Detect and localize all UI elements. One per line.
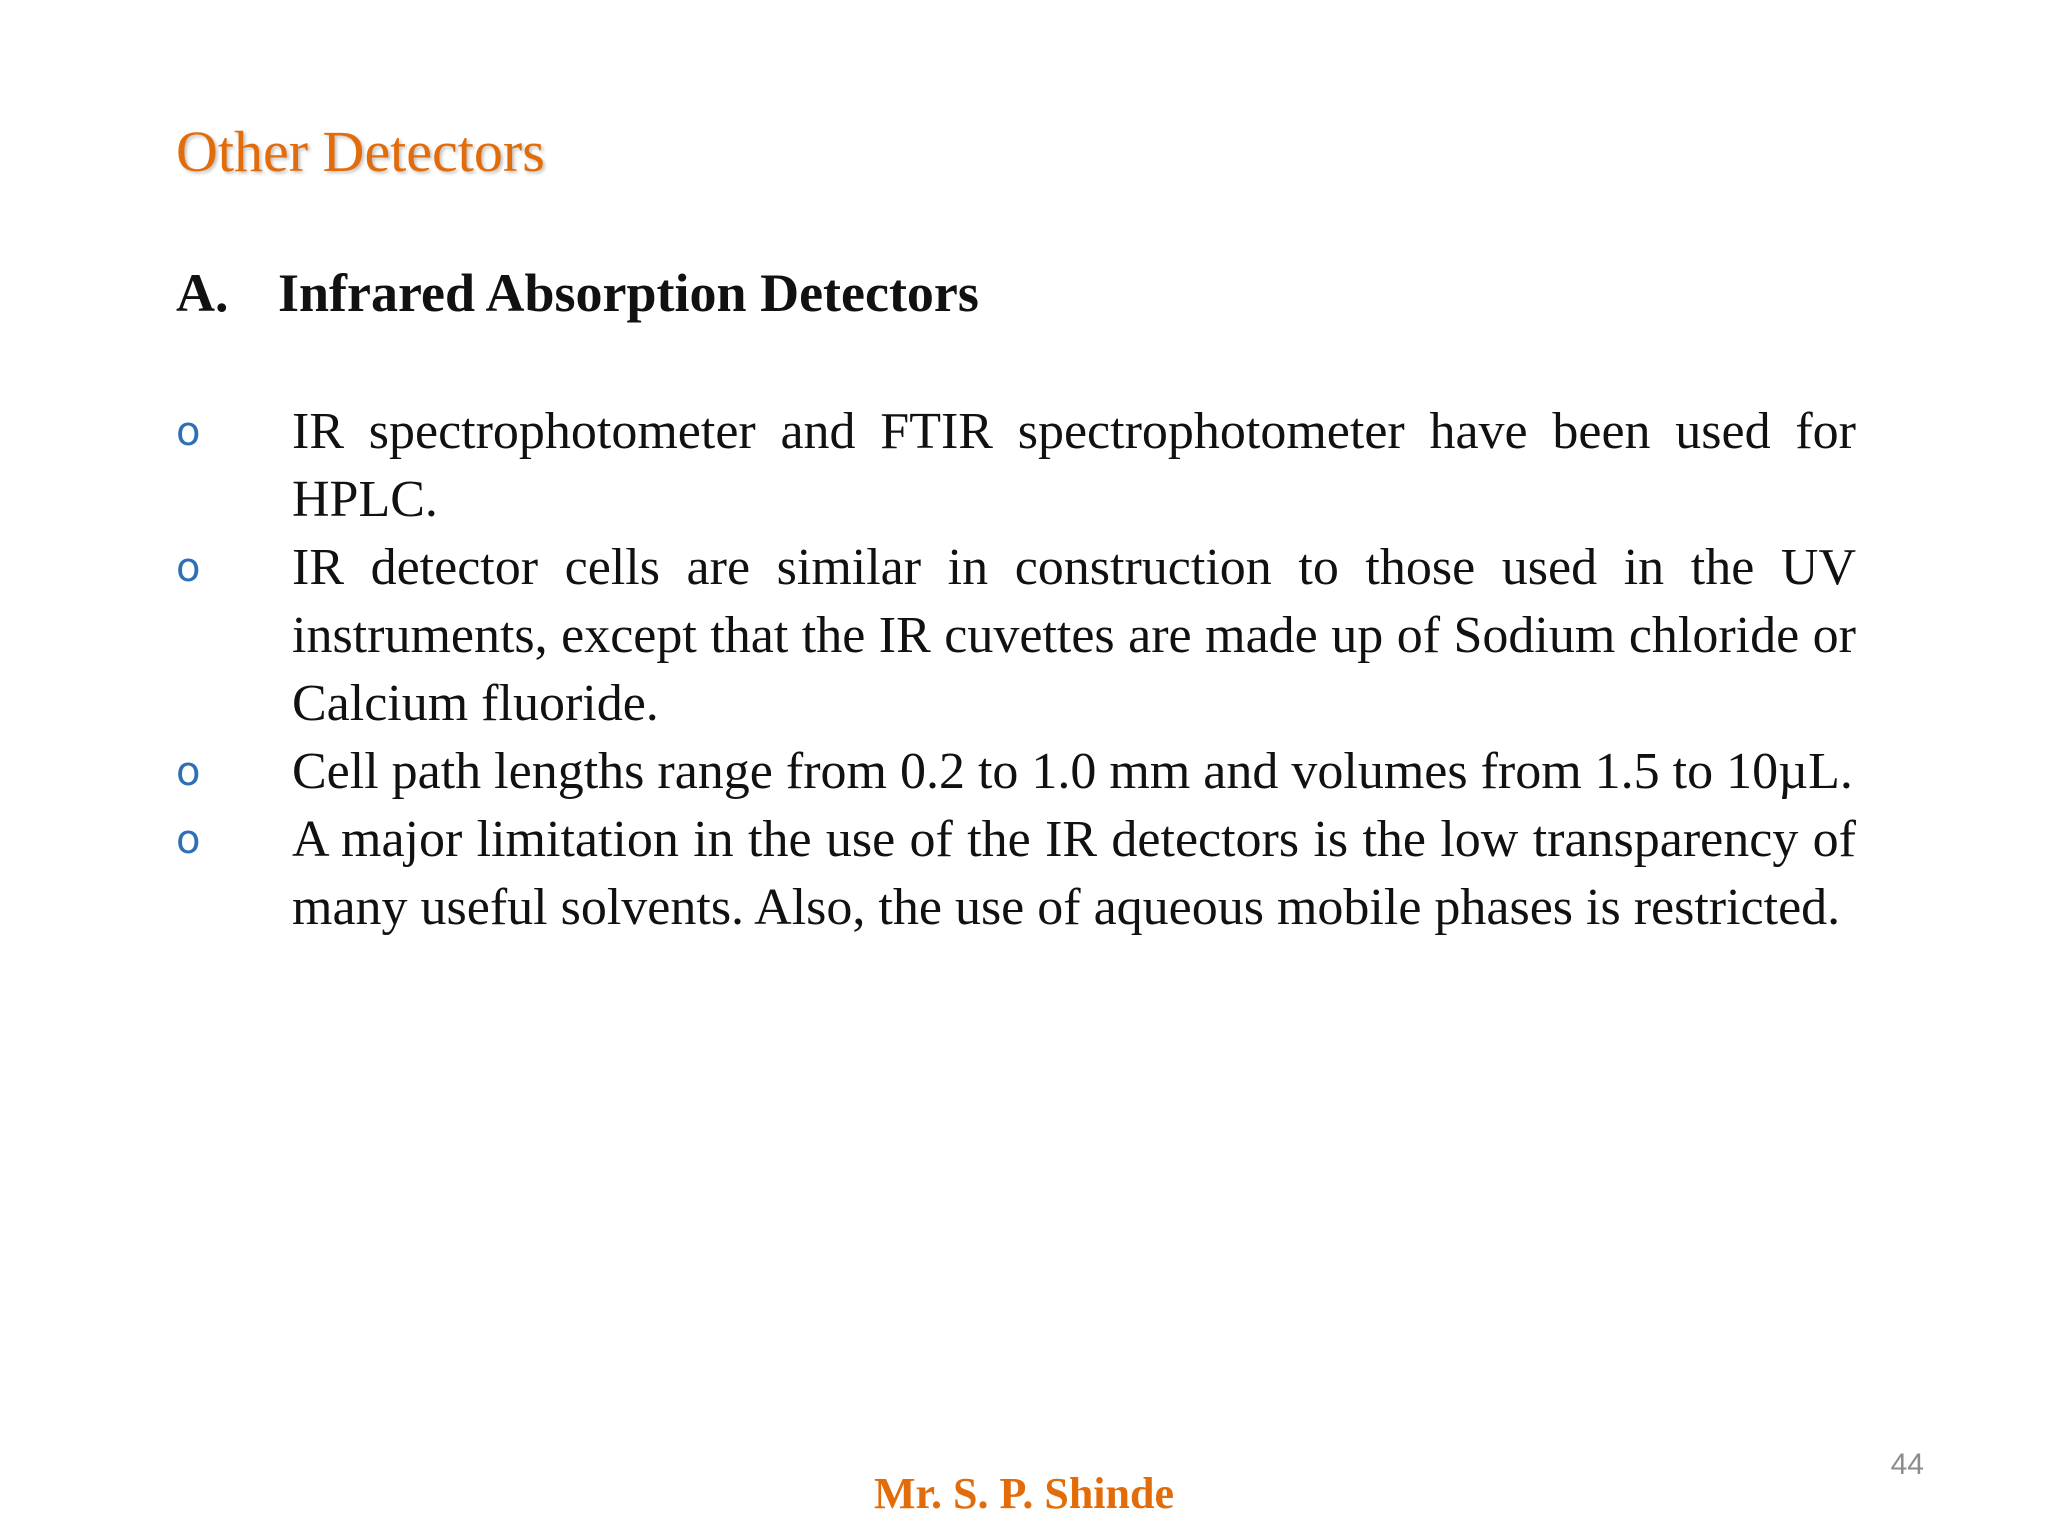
list-item [176,534,1856,738]
bullet-text: Cell path lengths range from 0.2 to 1.0 mm and volumes from 1.5 to 10µL. [292,743,1853,800]
circle-bullet-icon: o [176,817,201,863]
list-item [176,806,1856,942]
list-item [176,738,1856,806]
bullet-list [176,398,1856,942]
section-heading [176,262,979,324]
circle-bullet-icon: o [176,409,201,455]
bullet-text: IR spectrophotometer and FTIR spectrophotometer have been used for HPLC. [292,403,1856,528]
bullet-text: A major limitation in the use of the IR detectors is the low transparency of many useful solvents. Also, the use of aqueous mobile phases is restricted. [292,811,1856,936]
footer-author: Mr. S. P. Shinde [874,1469,1174,1518]
section-letter: A. [176,263,229,323]
bullet-text: IR detector cells are similar in construction to those used in the UV instruments, except that the IR cuvettes are made up of Sodium chloride or Calcium fluoride. [292,539,1856,732]
list-item [176,398,1856,534]
slide-number: 44 [1890,1448,1924,1481]
circle-bullet-icon: o [176,749,201,795]
section-heading-text: Infrared Absorption Detectors [278,263,979,323]
circle-bullet-icon: o [176,545,201,591]
slide-title: Other Detectors [176,119,545,184]
